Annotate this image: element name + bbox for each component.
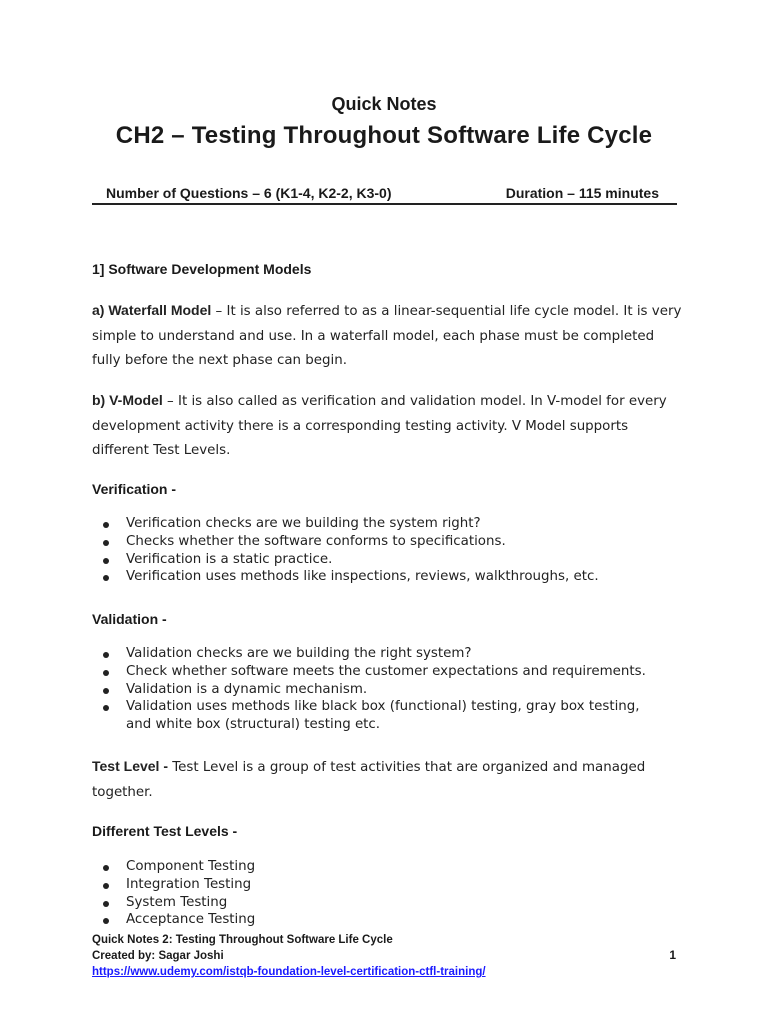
header-divider	[92, 203, 677, 205]
quick-notes-label: Quick Notes	[331, 94, 437, 114]
waterfall-paragraph	[92, 298, 682, 374]
list-item: Verification uses methods like inspections, reviews, walkthroughs, etc.	[92, 568, 682, 586]
section-heading-models: 1] Software Development Models	[92, 261, 312, 277]
bullet-icon	[103, 883, 109, 889]
vmodel-text: – It is also called as verification and validation model. In V-model for every development activity there is a corresponding testing activity. V Model supports different Test Levels.	[92, 394, 667, 458]
meta-row	[92, 185, 677, 205]
list-item: System Testing	[92, 894, 682, 912]
bullet-icon	[103, 901, 109, 907]
list-item: Verification is a static practice.	[92, 551, 682, 569]
list-item: Verification checks are we building the system right?	[92, 515, 682, 533]
list-item: Check whether software meets the customer expectations and requirements.	[92, 663, 682, 681]
waterfall-text: – It is also referred to as a linear-sequential life cycle model. It is very simple to understand and use. In a waterfall model, each phase must be completed fully before the next phase can begin.	[92, 304, 682, 368]
bullet-icon	[103, 652, 109, 658]
page-number: 1	[669, 948, 676, 962]
bullet-icon	[103, 575, 109, 581]
test-levels-list	[92, 858, 682, 929]
bullet-icon	[103, 918, 109, 924]
list-item: Component Testing	[92, 858, 682, 876]
footer-title: Quick Notes 2: Testing Throughout Software Life Cycle	[92, 934, 393, 946]
test-levels-heading: Different Test Levels -	[92, 823, 238, 839]
test-level-text: Test Level is a group of test activities that are organized and managed together.	[92, 760, 646, 800]
bullet-icon	[103, 540, 109, 546]
test-level-label: Test Level -	[92, 758, 168, 774]
bullet-icon	[103, 688, 109, 694]
vmodel-label: b) V-Model	[92, 392, 163, 408]
course-link[interactable]: https://www.udemy.com/istqb-foundation-level-certification-ctfl-training/	[92, 966, 486, 978]
verification-heading: Verification -	[92, 481, 177, 497]
footer-author: Created by: Sagar Joshi	[92, 950, 224, 962]
list-item: Validation uses methods like black box (functional) testing, gray box testing, and white box (structural) testing etc.	[92, 698, 682, 734]
bullet-icon	[103, 865, 109, 871]
duration: Duration – 115 minutes	[505, 185, 659, 201]
bullet-icon	[103, 558, 109, 564]
waterfall-label: a) Waterfall Model	[92, 302, 212, 318]
verification-list	[92, 515, 682, 586]
page-footer	[92, 932, 677, 980]
list-item: Validation checks are we building the right system?	[92, 645, 682, 663]
bullet-icon	[103, 705, 109, 711]
bullet-icon	[103, 670, 109, 676]
list-item: Validation is a dynamic mechanism.	[92, 681, 682, 699]
bullet-icon	[103, 522, 109, 528]
list-item: Acceptance Testing	[92, 911, 682, 929]
page-title: CH2 – Testing Throughout Software Life Cycle	[115, 122, 653, 149]
list-item: Checks whether the software conforms to specifications.	[92, 533, 682, 551]
vmodel-paragraph	[92, 388, 682, 464]
validation-list	[92, 645, 682, 734]
questions-count: Number of Questions – 6 (K1-4, K2-2, K3-0)	[106, 185, 392, 201]
test-level-paragraph	[92, 754, 682, 805]
validation-heading: Validation -	[92, 611, 167, 627]
list-item: Integration Testing	[92, 876, 682, 894]
